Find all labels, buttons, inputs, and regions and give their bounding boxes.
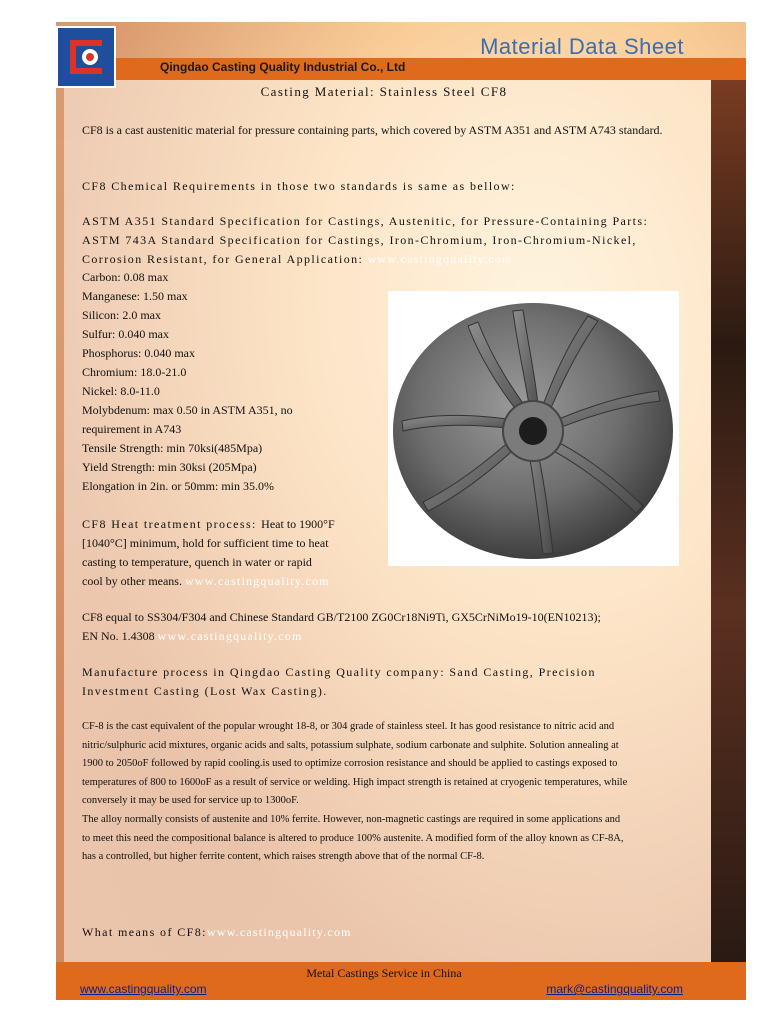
standard-line: ASTM 743A Standard Specification for Castings, Iron-Chromium, Iron-Chromium-Nickel, bbox=[82, 233, 637, 247]
heat-text: cool by other means. bbox=[82, 574, 182, 588]
spec-item: Silicon: 2.0 max bbox=[82, 308, 161, 322]
manufacture-block bbox=[82, 663, 702, 701]
website-link[interactable]: www.castingquality.com bbox=[157, 629, 303, 643]
spec-item: Yield Strength: min 30ksi (205Mpa) bbox=[82, 460, 257, 474]
website-link[interactable]: www.castingquality.com bbox=[367, 252, 513, 266]
website-link[interactable]: www.castingquality.com bbox=[206, 925, 352, 939]
description-line: CF-8 is the cast equivalent of the popular wrought 18-8, or 304 grade of stainless steel. It has good resistance to nitric acid and bbox=[82, 721, 615, 732]
heat-line bbox=[82, 572, 382, 591]
description-line: temperatures of 800 to 1600oF as a result of service or welding. High impact strength is retained at cryogenic temperatures, while bbox=[82, 776, 628, 788]
heat-line bbox=[82, 515, 382, 534]
equivalent-text: EN No. 1.4308 bbox=[82, 629, 155, 643]
equivalents-block bbox=[82, 608, 702, 646]
heat-treatment-block bbox=[82, 515, 382, 591]
description-line: nitric/sulphuric acid mixtures, organic acids and salts, potassium sulphate, sodium carbonate and sulphite. Solution annealing at bbox=[82, 739, 619, 751]
sheet-title: Material Data Sheet bbox=[480, 34, 684, 59]
standards-block bbox=[82, 212, 702, 269]
intro-paragraph: CF8 is a cast austenitic material for pressure containing parts, which covered by ASTM A351 and ASTM A743 standard. bbox=[82, 123, 663, 137]
description-line: has a controlled, but higher ferrite content, which raises strength above that of the normal CF-8. bbox=[82, 851, 485, 863]
description-line: to meet this need the compositional balance is altered to produce 100% austenite. A modified form of the alloy known as CF-8A, bbox=[82, 832, 624, 844]
spec-item: Chromium: 18.0-21.0 bbox=[82, 365, 187, 379]
heat-label: CF8 Heat treatment process: bbox=[82, 517, 257, 531]
company-name: Qingdao Casting Quality Industrial Co., Ltd bbox=[160, 60, 406, 74]
page-title: Casting Material: Stainless Steel CF8 bbox=[260, 84, 508, 99]
manufacture-line: Investment Casting (Lost Wax Casting). bbox=[82, 684, 328, 698]
chem-requirements-heading: CF8 Chemical Requirements in those two standards is same as bellow: bbox=[82, 179, 516, 193]
heat-text: Heat to 1900°F bbox=[261, 517, 335, 531]
spec-item: Manganese: 1.50 max bbox=[82, 289, 188, 303]
spec-list bbox=[82, 268, 332, 496]
spec-item: Tensile Strength: min 70ksi(485Mpa) bbox=[82, 441, 263, 455]
impeller-image bbox=[388, 291, 679, 566]
spec-item: Nickel: 8.0-11.0 bbox=[82, 384, 160, 398]
what-means-label: What means of CF8: bbox=[82, 925, 207, 939]
spec-item: Elongation in 2in. or 50mm: min 35.0% bbox=[82, 479, 274, 493]
manufacture-line: Manufacture process in Qingdao Casting Quality company: Sand Casting, Precision bbox=[82, 665, 596, 679]
spec-item: Carbon: 0.08 max bbox=[82, 270, 169, 284]
spec-item: Molybdenum: max 0.50 in ASTM A351, no bbox=[82, 403, 293, 417]
equivalent-line: CF8 equal to SS304/F304 and Chinese Standard GB/T2100 ZG0Cr18Ni9Ti, GX5CrNiMo19-10(EN10213); bbox=[82, 610, 601, 624]
standard-line bbox=[82, 250, 702, 269]
website-link[interactable]: www.castingquality.com bbox=[184, 574, 330, 588]
impeller-icon bbox=[388, 291, 679, 566]
description-line: 1900 to 2050oF followed by rapid cooling.is used to optimize corrosion resistance and should be applied to castings exposed to bbox=[82, 758, 618, 770]
standard-line: ASTM A351 Standard Specification for Castings, Austenitic, for Pressure-Containing Parts: bbox=[82, 214, 649, 228]
spec-item: requirement in A743 bbox=[82, 422, 182, 436]
footer-website-link[interactable]: www.castingquality.com bbox=[80, 982, 207, 996]
footer-email-link[interactable]: mark@castingquality.com bbox=[546, 982, 683, 996]
standard-text: Corrosion Resistant, for General Application: bbox=[82, 252, 364, 266]
spec-item: Phosphorus: 0.040 max bbox=[82, 346, 196, 360]
equivalent-line bbox=[82, 627, 702, 646]
description-paragraph bbox=[82, 718, 692, 867]
heat-line: casting to temperature, quench in water or rapid bbox=[82, 555, 312, 569]
company-logo bbox=[56, 26, 116, 88]
heat-line: [1040°C] minimum, hold for sufficient time to heat bbox=[82, 536, 329, 550]
decorative-strip bbox=[711, 80, 746, 962]
description-line: conversely it may be used for service up to 1300oF. bbox=[82, 795, 299, 807]
footer-tagline: Metal Castings Service in China bbox=[306, 966, 462, 980]
what-means-line bbox=[82, 923, 682, 942]
description-line: The alloy normally consists of austenite and 10% ferrite. However, non-magnetic castings are required in some applications and bbox=[82, 813, 621, 825]
spec-item: Sulfur: 0.040 max bbox=[82, 327, 169, 341]
